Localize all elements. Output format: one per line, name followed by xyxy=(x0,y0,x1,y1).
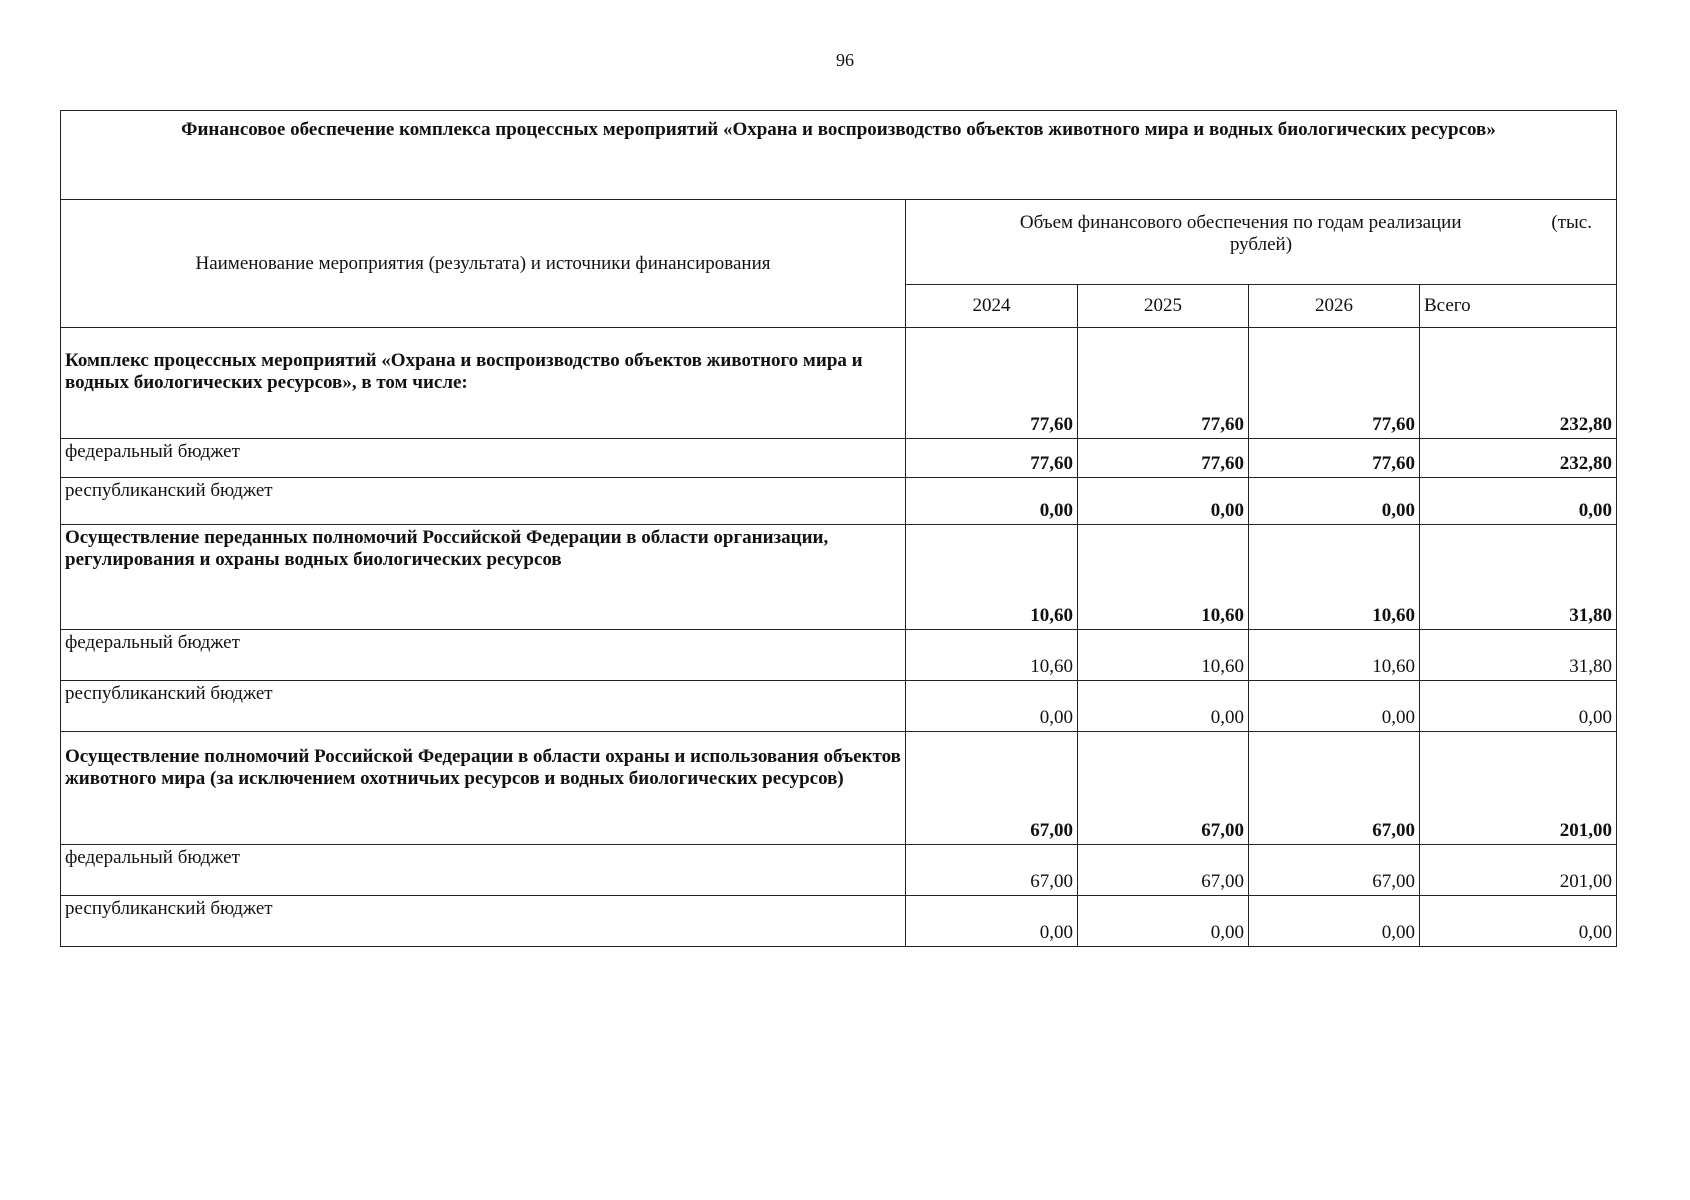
row-label: Осуществление полномочий Российской Федерации в области охраны и использования объектов животного мира (за исключением охотничьих ресурсов и водных биологических ресурсов) xyxy=(61,732,906,845)
value-2024: 10,60 xyxy=(906,525,1078,630)
volume-unit-open: (тыс. xyxy=(1551,212,1592,233)
value-2024: 77,60 xyxy=(906,439,1078,478)
row-label: федеральный бюджет xyxy=(61,439,906,478)
value-2025: 10,60 xyxy=(1078,525,1249,630)
table-row xyxy=(61,732,1617,845)
row-label: федеральный бюджет xyxy=(61,630,906,681)
value-2025: 10,60 xyxy=(1078,630,1249,681)
table-row xyxy=(61,896,1617,947)
row-label: Осуществление переданных полномочий Российской Федерации в области организации, регулирования и охраны водных биологических ресурсов xyxy=(61,525,906,630)
value-2024: 77,60 xyxy=(906,328,1078,439)
value-total: 201,00 xyxy=(1420,845,1617,896)
financing-table xyxy=(60,110,1617,947)
value-total: 31,80 xyxy=(1420,525,1617,630)
table-row xyxy=(61,478,1617,525)
value-2026: 77,60 xyxy=(1249,328,1420,439)
value-2026: 0,00 xyxy=(1249,681,1420,732)
value-2024: 67,00 xyxy=(906,732,1078,845)
value-2024: 67,00 xyxy=(906,845,1078,896)
value-2025: 77,60 xyxy=(1078,328,1249,439)
value-2024: 0,00 xyxy=(906,478,1078,525)
row-label: республиканский бюджет xyxy=(61,896,906,947)
value-2026: 77,60 xyxy=(1249,439,1420,478)
value-total: 0,00 xyxy=(1420,478,1617,525)
value-2026: 0,00 xyxy=(1249,896,1420,947)
value-2026: 67,00 xyxy=(1249,732,1420,845)
table-row xyxy=(61,328,1617,439)
page-number: 96 xyxy=(836,50,854,70)
value-2025: 67,00 xyxy=(1078,732,1249,845)
row-label: федеральный бюджет xyxy=(61,845,906,896)
value-total: 232,80 xyxy=(1420,439,1617,478)
year-header-2026: 2026 xyxy=(1249,285,1420,328)
table-title: Финансовое обеспечение комплекса процессных мероприятий «Охрана и воспроизводство объектов животного мира и водных биологических ресурсов» xyxy=(61,111,1617,200)
table-row xyxy=(61,845,1617,896)
value-2024: 0,00 xyxy=(906,896,1078,947)
row-label: республиканский бюджет xyxy=(61,681,906,732)
table-title-row xyxy=(61,111,1617,200)
year-header-total: Всего xyxy=(1420,285,1617,328)
value-total: 232,80 xyxy=(1420,328,1617,439)
value-2026: 67,00 xyxy=(1249,845,1420,896)
year-header-2025: 2025 xyxy=(1078,285,1249,328)
value-total: 0,00 xyxy=(1420,681,1617,732)
value-total: 31,80 xyxy=(1420,630,1617,681)
header-row xyxy=(61,200,1617,285)
value-2026: 10,60 xyxy=(1249,630,1420,681)
table-row xyxy=(61,630,1617,681)
value-2025: 0,00 xyxy=(1078,896,1249,947)
value-total: 0,00 xyxy=(1420,896,1617,947)
volume-unit-rest: рублей) xyxy=(1229,234,1293,255)
row-label: Комплекс процессных мероприятий «Охрана и воспроизводство объектов животного мира и водных биологических ресурсов», в том числе: xyxy=(61,328,906,439)
value-2026: 10,60 xyxy=(1249,525,1420,630)
volume-header-text: Объем финансового обеспечения по годам реализации xyxy=(1019,212,1462,233)
name-column-header: Наименование мероприятия (результата) и источники финансирования xyxy=(61,200,906,328)
value-total: 201,00 xyxy=(1420,732,1617,845)
value-2025: 0,00 xyxy=(1078,681,1249,732)
value-2024: 10,60 xyxy=(906,630,1078,681)
value-2025: 0,00 xyxy=(1078,478,1249,525)
table-row xyxy=(61,525,1617,630)
value-2026: 0,00 xyxy=(1249,478,1420,525)
volume-column-header xyxy=(906,200,1617,285)
value-2024: 0,00 xyxy=(906,681,1078,732)
value-2025: 77,60 xyxy=(1078,439,1249,478)
value-2025: 67,00 xyxy=(1078,845,1249,896)
year-header-2024: 2024 xyxy=(906,285,1078,328)
row-label: республиканский бюджет xyxy=(61,478,906,525)
table-row xyxy=(61,681,1617,732)
table-row xyxy=(61,439,1617,478)
